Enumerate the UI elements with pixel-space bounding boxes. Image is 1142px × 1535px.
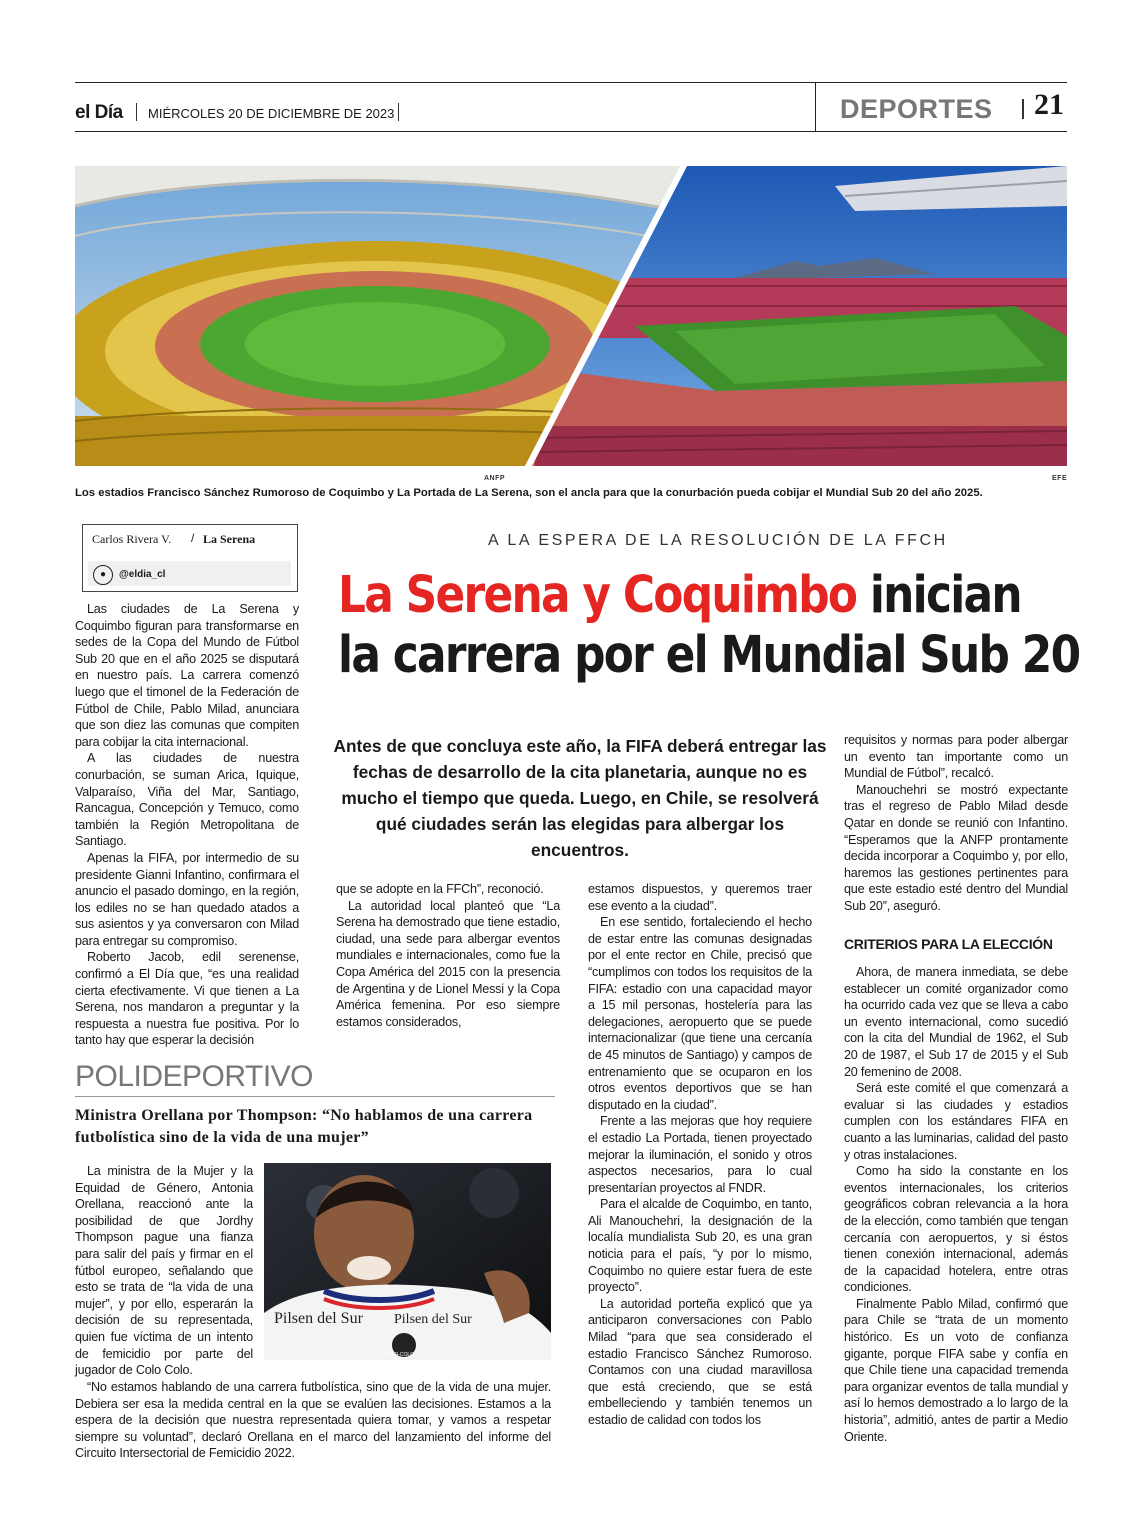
byline-city: La Serena xyxy=(203,532,256,546)
article-column-2 xyxy=(336,881,560,1030)
paragraph: Frente a las mejoras que hoy requiere el estadio La Portada, tienen proyectado mejorar la iluminación, el sonido y otros aspectos necesarios, para lo cual presentarían proyectos al FNDR. xyxy=(588,1114,812,1195)
article-headline xyxy=(338,566,1080,686)
header-divider xyxy=(398,103,399,121)
player-photo-illustration xyxy=(264,1163,551,1360)
header-divider xyxy=(136,103,137,121)
paragraph: En ese sentido, fortaleciendo el hecho de estar entre las comunas designadas por el ente rector en Chile, precisó que “cumplimos con todos los requisitos de la FIFA: estadio con una capacidad mayor a 15 mil personas, hostelería para las delegaciones, aeropuerto que se puede internacionalizar (que tiene una cercanía de 45 minutos de Santiago) y campos de entrenamiento que se ocuparon en los otros eventos deportivos que se han disputado en la ciudad”. xyxy=(588,915,812,1112)
byline-separator: / xyxy=(191,531,195,545)
paragraph: Para el alcalde de Coquimbo, en tanto, Ali Manouchehri, la designación de la localía mundialista Sub 20, es una gran noticia para el país, “y por lo mismo, Coquimbo no quiere estar fuera de este proyecto”. xyxy=(588,1197,812,1295)
article-kicker: A LA ESPERA DE LA RESOLUCIÓN DE LA FFCH xyxy=(488,532,948,549)
headline-part: inician xyxy=(856,566,1021,625)
stadium-photo-strip xyxy=(75,166,1067,466)
polideportivo-headline: Ministra Orellana por Thompson: “No hablamos de una carrera futbolística sino de la vida de una mujer” xyxy=(75,1107,533,1146)
page-number: 21 xyxy=(1034,88,1064,121)
photo-caption: Los estadios Francisco Sánchez Rumoroso de Coquimbo y La Portada de La Serena, son el ancla para que la conurbación pueda cobijar el Mundial Sub 20 del año 2025. xyxy=(75,487,983,499)
header-divider xyxy=(1022,99,1024,119)
paragraph: Ahora, de manera inmediata, se debe establecer un comité organizador como ha ocurrido cada vez que se lleva a cabo un evento internacional, como sucedió con la cita del Mundial de 1962, el Sub 20 de 1987, el Sub 17 de 2015 y el Sub 20 femenino de 2008. xyxy=(844,965,1068,1079)
section-rule xyxy=(815,82,816,132)
paragraph: que se adopte en la FFCh”, reconoció. xyxy=(336,882,544,896)
header-bottom-rule xyxy=(75,131,1067,132)
article-column-4-bottom xyxy=(844,964,1068,1445)
twitter-bird-icon: ● xyxy=(93,565,113,585)
polideportivo-column-narrow xyxy=(75,1163,253,1379)
paragraph: Roberto Jacob, edil serenense, confirmó a El Día que, “es una realidad cierta efectivamente. Vi que tienen a La Serena, nos mandaron a preguntar y la respuesta a nuestra fue positiva. Por lo tanto hay que esperar la decisión xyxy=(75,950,299,1048)
paragraph: Las ciudades de La Serena y Coquimbo figuran para transformarse en sedes de la Copa del Mundo de Fútbol Sub 20 que en el año 2025 se disputará en nuestro país. La carrera comenzó luego que el timonel de la Federación de Fútbol de Chile, Pablo Milad, anunciara que son diez las comunas que compiten para cobijar la cita internacional. xyxy=(75,602,299,749)
paragraph: Apenas la FIFA, por intermedio de su presidente Gianni Infantino, confirmara el anuncio el pasado domingo, en la región, los ediles no se han quedado atados a sus asientos y ya conversaron con Milad para entregar su compromiso. xyxy=(75,850,299,948)
paragraph: “No estamos hablando de una carrera futbolística, sino que de la vida de una mujer. Debiera ser esa la medida central en la que se evalúen las decisiones. Estamos a la espera de la decisión que nuestra representada quiera tomar, y vamos a respetar siempre su voluntad”, declaró Orellana en el marco del lanzamiento del informe del Circuito Intersectorial de Femicidio 2022. xyxy=(75,1380,551,1461)
jersey-badge-text: COLO-COLO xyxy=(384,1352,415,1358)
polideportivo-section-title: POLIDEPORTIVO xyxy=(75,1060,314,1093)
masthead-logo: el Día xyxy=(75,102,123,123)
article-column-1 xyxy=(75,601,299,1049)
article-column-3 xyxy=(588,881,812,1429)
headline-highlight: La Serena y Coquimbo xyxy=(338,566,857,625)
article-lead: Antes de que concluya este año, la FIFA deberá entregar las fechas de desarrollo de la cita planetaria, aunque no es mucho el tiempo que queda. Luego, en Chile, se resolverá qué ciudades serán las elegidas para albergar los encuentros. xyxy=(333,736,827,860)
paragraph: Será este comité el que comenzará a evaluar si las ciudades y estadios cumplen con los estándares FIFA en cuanto a las luminarias, calidad del pasto y otras instalaciones. xyxy=(844,1081,1068,1162)
player-photo xyxy=(264,1163,551,1360)
photo-credit-left: ANFP xyxy=(484,475,506,482)
jersey-sponsor-right: Pilsen del Sur xyxy=(394,1312,472,1327)
paragraph: La ministra de la Mujer y la Equidad de Género, Antonia Orellana, reaccionó ante la posibilidad de que Jordhy Thompson pague una fianza para salir del país y firmar en el fútbol europeo, señalando que esto se trata de “la vida de una mujer”, y por ello, esperarán la decisión de su representada, quien fue víctima de un intento de femicidio por parte del jugador de Colo Colo. xyxy=(75,1164,253,1378)
section-name: DEPORTES xyxy=(840,94,993,124)
stadium-photos-illustration xyxy=(75,166,1067,466)
polideportivo-rule xyxy=(75,1096,555,1097)
byline-author: Carlos Rivera V. xyxy=(92,532,172,546)
paragraph: estamos dispuestos, y queremos traer ese evento a la ciudad”. xyxy=(588,882,812,913)
paragraph: La autoridad porteña explicó que ya anticiparon conversaciones con Pablo Milad “para que sea considerado el estadio Francisco Sánchez Rumoroso. Contamos con una ciudad maravillosa que está creciendo, que se está embelleciendo y también tenemos un estadio de calidad con todos los xyxy=(588,1296,812,1427)
article-column-4-top xyxy=(844,732,1068,915)
article-subheading: CRITERIOS PARA LA ELECCIÓN xyxy=(844,936,1053,952)
issue-date: MIÉRCOLES 20 DE DICIEMBRE DE 2023 xyxy=(148,106,395,121)
header-top-rule xyxy=(75,82,1067,83)
paragraph: A las ciudades de nuestra conurbación, se suman Arica, Iquique, Valparaíso, Viña del Mar, Santiago, Rancagua, Concepción y Temuco, como también la Región Metropolitana de Santiago. xyxy=(75,751,299,849)
paragraph: requisitos y normas para poder albergar un evento tan importante como un Mundial de Fútbol”, recalcó. xyxy=(844,733,1068,781)
jersey-sponsor-left: Pilsen del Sur xyxy=(274,1310,363,1327)
polideportivo-paragraph-wide xyxy=(75,1379,551,1462)
headline-part: la carrera por el Mundial Sub 20 xyxy=(338,626,1080,685)
photo-credit-right: EFE xyxy=(1052,475,1068,482)
paragraph: Como ha sido la constante en los eventos internacionales, los criterios geográficos cobran relevancia a la hora de la elección, como también que tengan cercanía con aeropuertos, y si éstos tienen conexión internacional, además de la capacidad hotelera, entre otras condiciones. xyxy=(844,1164,1068,1295)
paragraph: Finalmente Pablo Milad, confirmó que para Chile se “trata de un momento histórico. Es un voto de confianza gigante, porque FIFA sabe y confía en que Chile tiene una capacidad tremenda para organizar eventos de talla mundial y así lo hemos demostrado a lo largo de la historia”, admitió, antes de partir a Medio Oriente. xyxy=(844,1296,1068,1444)
paragraph: Manouchehri se mostró expectante tras el regreso de Pablo Milad desde Qatar en donde se reunió con Infantino. “Esperamos que la ANFP prontamente decida incorporar a Coquimbo y, por ello, haremos las gestiones pertinentes para que este estadio esté dentro del Mundial Sub 20”, aseguró. xyxy=(844,782,1068,913)
twitter-handle: @eldia_cl xyxy=(119,569,166,580)
paragraph: La autoridad local planteó que “La Serena ha demostrado que tiene estadio, ciudad, una sede para albergar eventos mundiales e internacionales, como fue la Copa América del 2015 con la presencia de Argentina y de Lionel Messi y la Copa América femenina. Por eso siempre estamos considerados, xyxy=(336,898,560,1029)
